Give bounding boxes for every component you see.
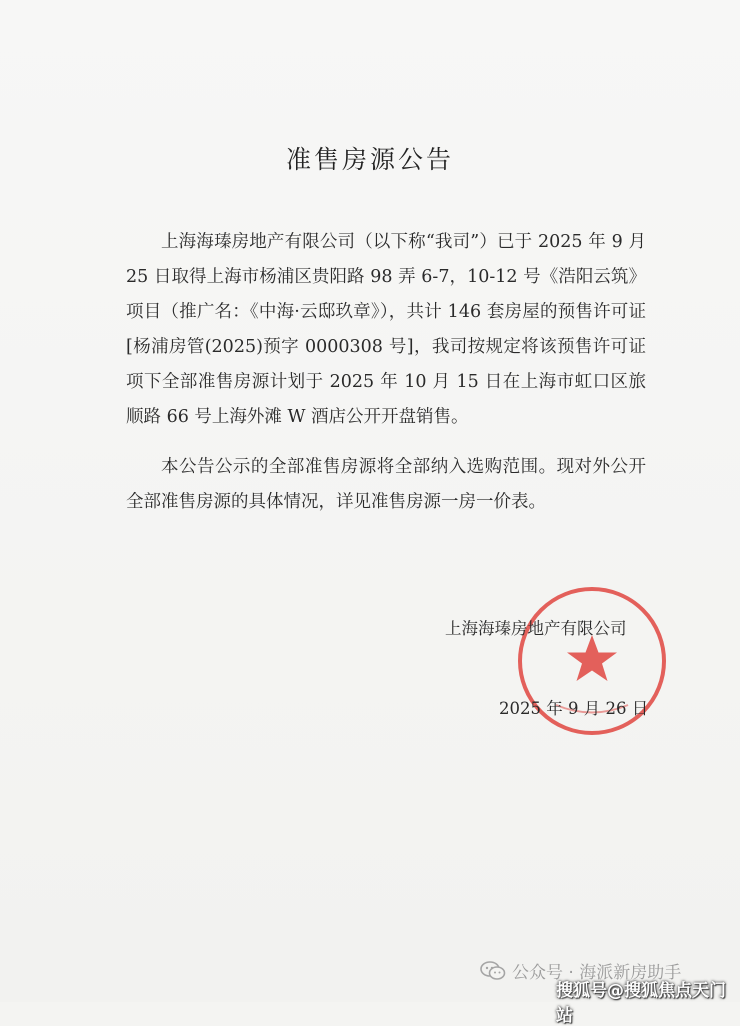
paragraph-1 (126, 225, 646, 435)
red-star-icon (567, 635, 617, 681)
paragraph-2 (126, 450, 646, 520)
document-title: 准售房源公告 (285, 145, 454, 174)
wechat-watermark-text: 公众号 · 海派新房助手 (512, 963, 682, 983)
signing-date: 2025 年 9 月 26 日 (499, 699, 649, 718)
sohu-watermark: 搜狐号@搜狐焦点天门站 (556, 981, 726, 1026)
signer-company: 上海海瑧房地产有限公司 (445, 619, 627, 638)
paragraph-1-text: 上海海瑧房地产有限公司（以下称“我司”）已于 2025 年 9 月 25 日取得上海市杨浦区贵阳路 98 弄 6-7，10-12 号《浩阳云筑》项目（推广名：《中海·云邸玖章》），共计 146 套房屋的预售许可证[杨浦房管(2025)预字 0000308 号]，我司按规定将该预售许可证项下全部准售房源计划于 2025 年 10 月 15 日在上海市虹口区旅顺路 66 号上海外滩 W 酒店公开开盘销售。 (126, 232, 646, 427)
wechat-icon (480, 961, 506, 981)
paragraph-2-text: 本公告公示的全部准售房源将全部纳入选购范围。现对外公开全部准售房源的具体情况，详见准售房源一房一价表。 (126, 457, 646, 512)
